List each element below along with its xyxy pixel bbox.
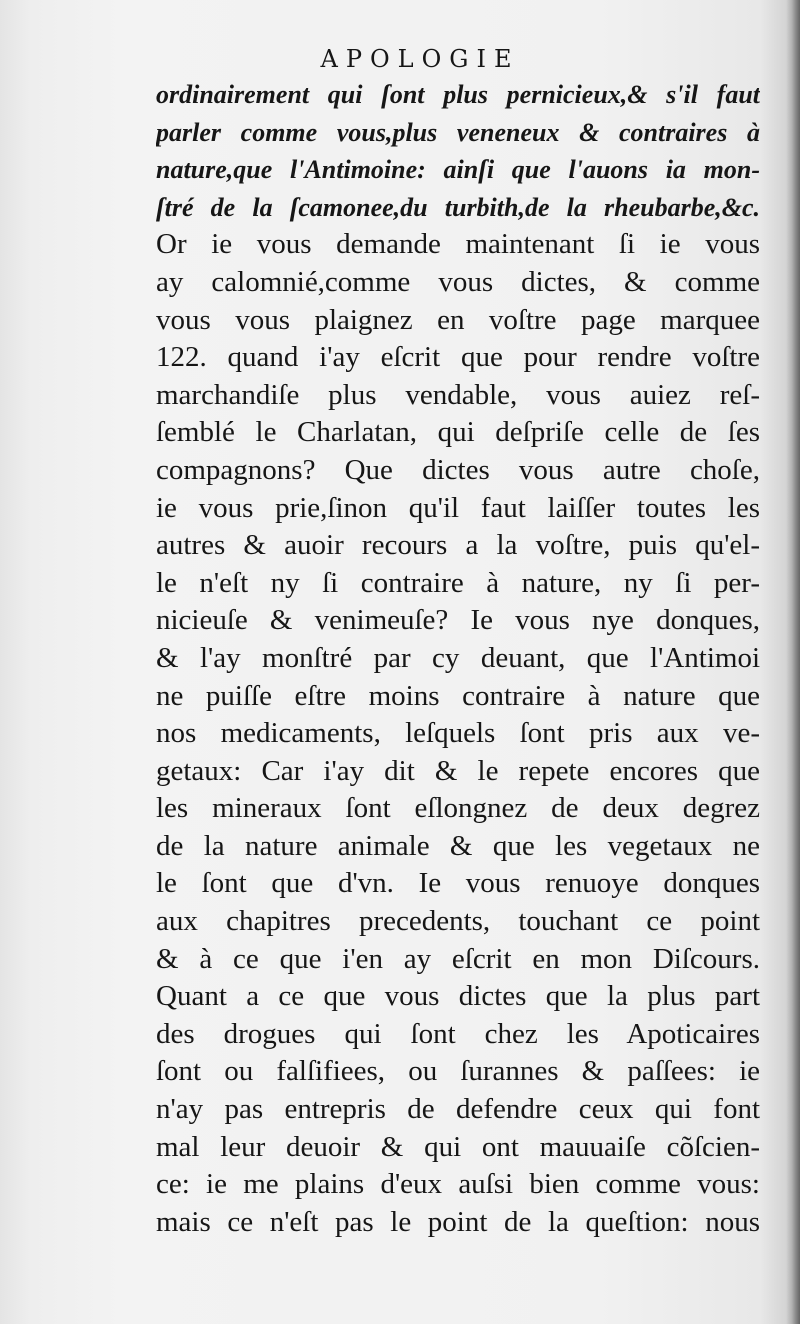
text-line: ce: ie me plains d'eux auſsi bien comme vous: — [156, 1168, 760, 1201]
text-line: mal leur deuoir & qui ont mauuaiſe cõſcien- — [156, 1130, 760, 1163]
body-text — [156, 76, 760, 1241]
text-line: vous vous plaignez en voſtre page marquee — [156, 303, 760, 336]
text-line: le n'eſt ny ſi contraire à nature, ny ſi per- — [156, 566, 760, 599]
text-line: ne puiſſe eſtre moins contraire à nature que — [156, 679, 760, 712]
text-line: les mineraux ſont eſlongnez de deux degrez — [156, 792, 760, 825]
text-line: mais ce n'eſt pas le point de la queſtion: nous — [156, 1205, 760, 1238]
text-line: le ſont que d'vn. Ie vous renuoye donques — [156, 867, 760, 900]
spine-shadow — [786, 0, 800, 1324]
text-line: ordinairement qui ſont plus pernicieux,& s'il faut — [156, 80, 760, 109]
text-line: Or ie vous demande maintenant ſi ie vous — [156, 228, 760, 261]
text-line: compagnons? Que dictes vous autre choſe, — [156, 453, 760, 486]
text-line: & l'ay monſtré par cy deuant, que l'Antimoi — [156, 641, 760, 674]
text-line: ie vous prie,ſinon qu'il faut laiſſer toutes les — [156, 491, 760, 524]
text-line: des drogues qui ſont chez les Apoticaires — [156, 1017, 760, 1050]
text-line: ſtré de la ſcamonee,du turbith,de la rheubarbe,&c. — [156, 192, 760, 222]
text-line: & à ce que i'en ay eſcrit en mon Diſcours. — [156, 942, 760, 975]
text-line: ſont ou falſifiees, ou ſurannes & paſſees: ie — [156, 1055, 760, 1088]
text-line: ſemblé le Charlatan, qui deſpriſe celle de ſes — [156, 416, 760, 449]
text-line: 122. quand i'ay eſcrit que pour rendre voſtre — [156, 341, 760, 374]
text-line: marchandiſe plus vendable, vous auiez reſ- — [156, 378, 760, 411]
text-line: n'ay pas entrepris de defendre ceux qui font — [156, 1093, 760, 1126]
text-line: parler comme vous,plus veneneux & contraires à — [156, 117, 760, 147]
text-line: ay calomnié,comme vous dictes, & comme — [156, 265, 760, 298]
running-title: APOLOGIE — [320, 45, 520, 73]
text-line: de la nature animale & que les vegetaux ne — [156, 829, 760, 862]
text-line: nos medicaments, leſquels ſont pris aux ve- — [156, 717, 760, 750]
text-line: nicieuſe & venimeuſe? Ie vous nye donques, — [156, 604, 760, 637]
text-line: Quant a ce que vous dictes que la plus part — [156, 980, 760, 1013]
text-line: nature,que l'Antimoine: ainſi que l'auons ia mon- — [156, 155, 760, 185]
text-line: aux chapitres precedents, touchant ce point — [156, 905, 760, 938]
text-line: autres & auoir recours a la voſtre, puis qu'el- — [156, 529, 760, 562]
text-line: getaux: Car i'ay dit & le repete encores que — [156, 754, 760, 787]
